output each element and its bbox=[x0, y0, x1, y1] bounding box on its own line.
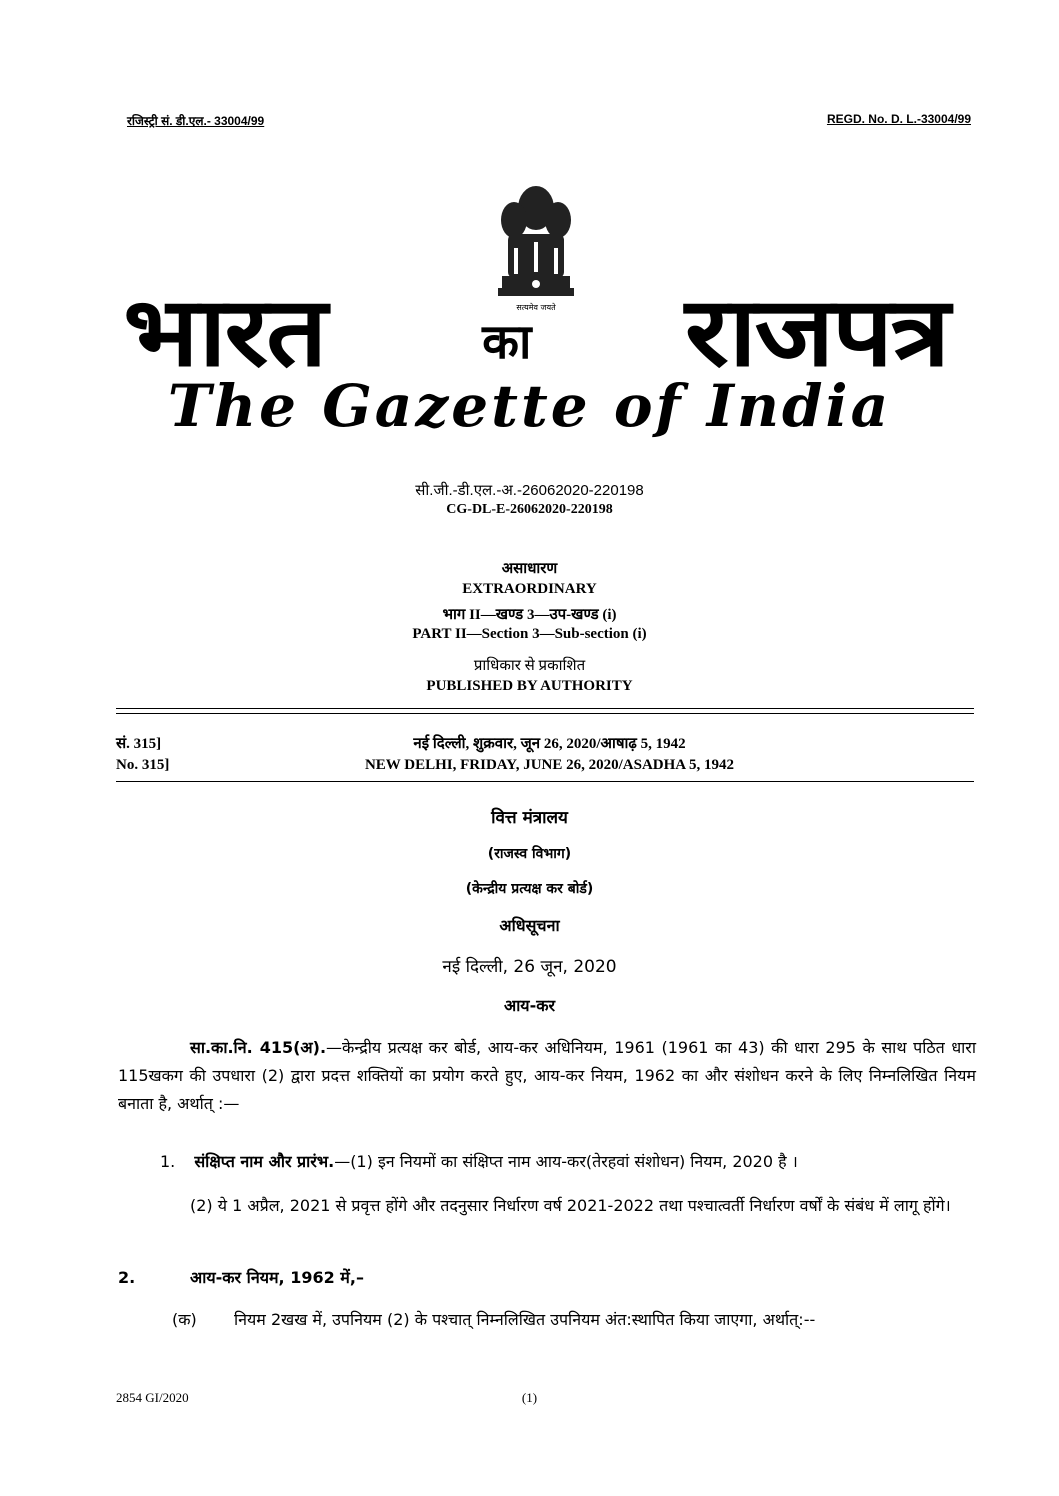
top-rule bbox=[116, 708, 974, 709]
notification-subject: आय-कर bbox=[503, 996, 556, 1015]
masthead-hindi-mid: का bbox=[482, 314, 532, 370]
authority-english: PUBLISHED BY AUTHORITY bbox=[426, 678, 633, 694]
issue-date-hindi: नई दिल्ली, शुक्रवार, जून 26, 2020/आषाढ़ 5, 1942 bbox=[413, 736, 686, 752]
regd-number-english: REGD. No. D. L.-33004/99 bbox=[826, 112, 971, 126]
extraordinary-english: EXTRAORDINARY bbox=[462, 581, 597, 597]
masthead-english: The Gazette of India bbox=[167, 372, 892, 440]
department-name: (राजस्व विभाग) bbox=[487, 846, 572, 862]
clause-ka-text: नियम 2खख में, उपनियम (2) के पश्चात् निम्नलिखित उपनियम अंत:स्थापित किया जाएगा, अर्थात्:-- bbox=[234, 1310, 816, 1329]
issue-number-english: No. 315] bbox=[116, 757, 170, 773]
issue-date-english: NEW DELHI, FRIDAY, JUNE 26, 2020/ASADHA 5, 1942 bbox=[364, 757, 735, 773]
bottom-rule bbox=[116, 781, 974, 782]
rule1-number: 1. bbox=[160, 1152, 176, 1171]
top-rule-2 bbox=[116, 713, 974, 714]
rule1-heading: संक्षिप्त नाम और प्रारंभ. bbox=[194, 1152, 335, 1171]
rule2-heading: आय-कर नियम, 1962 में,– bbox=[190, 1268, 364, 1287]
clause-ka-paragraph bbox=[172, 1306, 976, 1334]
authority-hindi: प्राधिकार से प्रकाशित bbox=[473, 658, 586, 674]
emblem-motto: सत्यमेव जयते bbox=[516, 303, 556, 312]
masthead-hindi-word2: राजपत्र bbox=[685, 276, 949, 388]
preamble-text: —केन्द्रीय प्रत्यक्ष कर बोर्ड, आय-कर अधिनियम, 1961 (1961 का 43) की धारा 295 के साथ पठित धारा 115खकग की उपधारा (2) द्वारा प्रदत्त शक्तियों का प्रयोग करते हुए, आय-कर नियम, 1962 का और संशोधन करने के लिए निम्नलिखित नियम बनाता है, अर्थात् :— bbox=[118, 1038, 976, 1113]
rule1-text: —(1) इन नियमों का संक्षिप्त नाम आय-कर(तेरहवां संशोधन) नियम, 2020 है । bbox=[334, 1152, 798, 1171]
preamble-paragraph bbox=[118, 1034, 976, 1118]
part-hindi: भाग II—खण्ड 3—उप-खण्ड (i) bbox=[442, 607, 617, 623]
gazette-code-hindi: सी.जी.-डी.एल.-अ.-26062020-220198 bbox=[415, 482, 644, 499]
gazette-code-english: CG-DL-E-26062020-220198 bbox=[446, 502, 613, 517]
issue-number-hindi: सं. 315] bbox=[116, 736, 162, 752]
notification-title: अधिसूचना bbox=[499, 916, 560, 935]
rule1-paragraph bbox=[160, 1148, 976, 1176]
regd-number-hindi: रजिस्ट्री सं. डी.एल.- 33004/99 bbox=[127, 114, 265, 128]
board-name: (केन्द्रीय प्रत्यक्ष कर बोर्ड) bbox=[465, 881, 594, 897]
rule1-subrule2: (2) ये 1 अप्रैल, 2021 से प्रवृत्त होंगे और तदनुसार निर्धारण वर्ष 2021-2022 तथा पश्चात्वर्ती निर्धारण वर्षों के संबंध में लागू होंगे। bbox=[190, 1196, 951, 1215]
notification-place-date: नई दिल्ली, 26 जून, 2020 bbox=[442, 957, 617, 977]
ministry-name: वित्त मंत्रालय bbox=[491, 808, 568, 828]
part-english: PART II—Section 3—Sub-section (i) bbox=[412, 626, 647, 642]
clause-ka-label: (क) bbox=[172, 1310, 197, 1329]
masthead-hindi bbox=[123, 270, 949, 388]
rule2-number: 2. bbox=[118, 1268, 136, 1287]
footer-code: 2854 GI/2020 bbox=[116, 1390, 189, 1405]
gsr-reference: सा.का.नि. 415(अ). bbox=[190, 1038, 327, 1057]
masthead-hindi-word1: भारत bbox=[123, 276, 326, 388]
extraordinary-hindi: असाधारण bbox=[501, 561, 558, 577]
page-number: (1) bbox=[521, 1390, 538, 1405]
rule2-paragraph bbox=[118, 1264, 976, 1292]
